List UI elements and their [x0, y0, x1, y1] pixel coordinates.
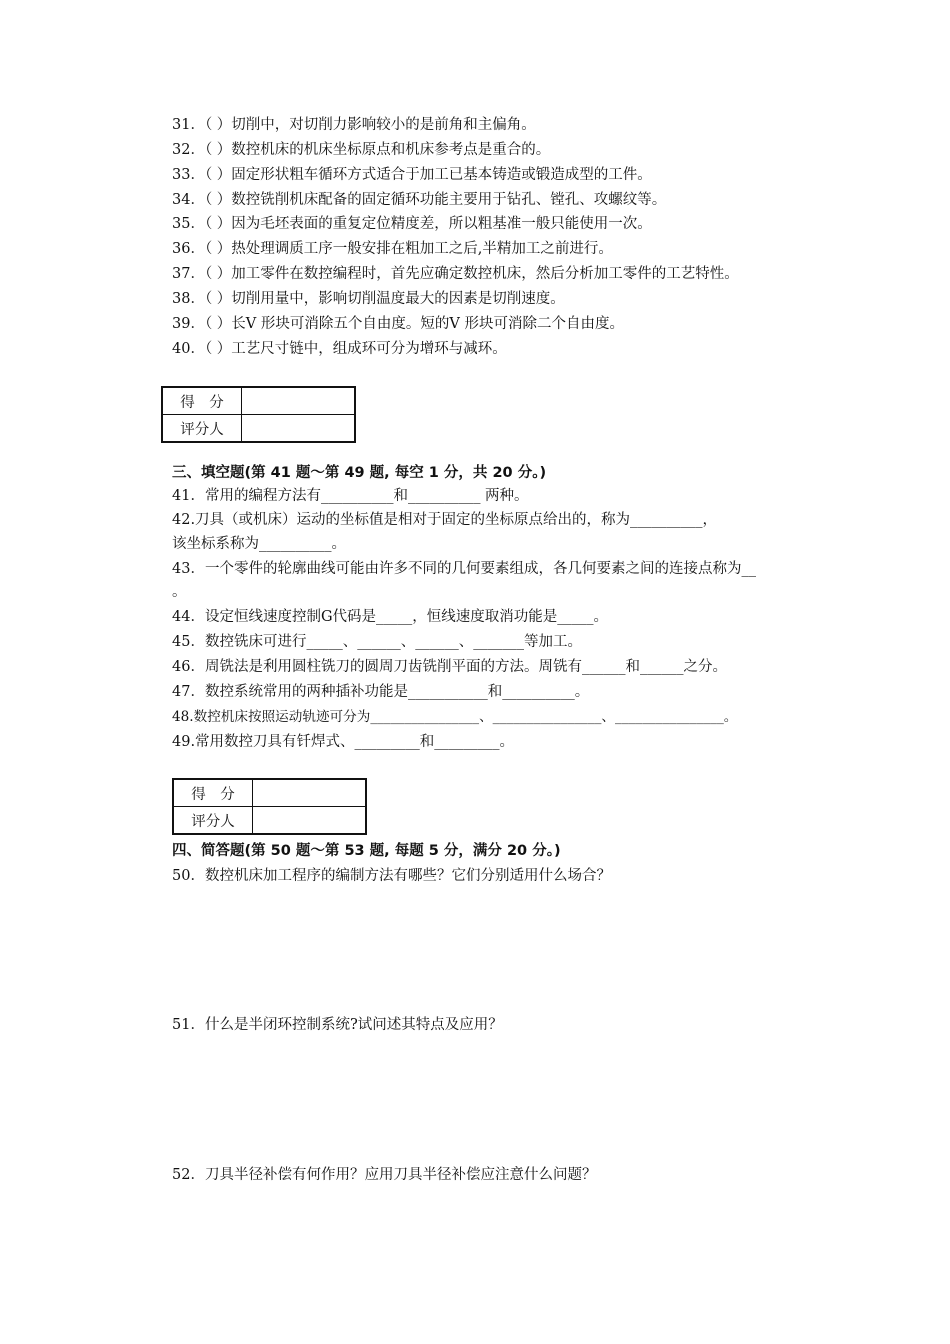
score-label: 得 分	[162, 387, 242, 415]
score-table-2	[172, 778, 367, 835]
fill-item-47: 47．数控系统常用的两种插补功能是___________和__________。	[172, 684, 590, 700]
question-52: 52．刀具半径补偿有何作用？应用刀具半径补偿应注意什么问题？	[172, 1167, 597, 1183]
fill-item-42: 42.刀具（或机床）运动的坐标值是相对于固定的坐标原点给出的，称为__________，	[172, 512, 718, 528]
tf-item-34: 34．（ ）数控铣削机床配备的固定循环功能主要用于钻孔、镗孔、攻螺纹等。	[172, 192, 667, 208]
fill-item-43: 43．一个零件的轮廓曲线可能由许多不同的几何要素组成，各几何要素之间的连接点称为__	[172, 561, 756, 577]
fill-item-44: 44．设定恒线速度控制G代码是_____，恒线速度取消功能是_____。	[172, 609, 609, 625]
fill-item-43-cont: 。	[172, 584, 187, 600]
section-4-title: 四、简答题(第 50 题～第 53 题, 每题 5 分，满分 20 分。)	[172, 843, 561, 859]
score-cell[interactable]	[242, 387, 356, 415]
tf-item-39: 39．（ ）长V 形块可消除五个自由度。短的V 形块可消除二个自由度。	[172, 316, 624, 332]
fill-item-46: 46．周铣法是利用圆柱铣刀的圆周刀齿铣削平面的方法。周铣有______和______之分。	[172, 659, 727, 675]
fill-item-42-cont: 该坐标系称为__________。	[172, 536, 346, 552]
grader-label: 评分人	[173, 807, 253, 835]
grader-cell[interactable]	[242, 415, 356, 443]
grader-cell[interactable]	[253, 807, 367, 835]
score-label: 得 分	[173, 779, 253, 807]
tf-item-36: 36．（ ）热处理调质工序一般安排在粗加工之后,半精加工之前进行。	[172, 241, 613, 257]
tf-item-33: 33．（ ）固定形状粗车循环方式适合于加工已基本铸造或锻造成型的工件。	[172, 167, 652, 183]
score-table-1	[161, 386, 356, 443]
fill-item-41: 41．常用的编程方法有__________和__________ 两种。	[172, 488, 529, 504]
section-3-title: 三、填空题(第 41 题～第 49 题, 每空 1 分，共 20 分。)	[172, 465, 547, 481]
score-cell[interactable]	[253, 779, 367, 807]
tf-item-37: 37．（ ）加工零件在数控编程时，首先应确定数控机床，然后分析加工零件的工艺特性。	[172, 266, 739, 282]
tf-item-31: 31．（ ）切削中，对切削力影响较小的是前角和主偏角。	[172, 117, 536, 133]
fill-item-48: 48.数控机床按照运动轨迹可分为________________、________________、________________。	[172, 709, 738, 725]
tf-item-35: 35．（ ）因为毛坯表面的重复定位精度差，所以粗基准一般只能使用一次。	[172, 216, 652, 232]
grader-label: 评分人	[162, 415, 242, 443]
tf-item-32: 32．（ ）数控机床的机床坐标原点和机床参考点是重合的。	[172, 142, 551, 158]
tf-item-40: 40．（ ）工艺尺寸链中，组成环可分为增环与减环。	[172, 341, 507, 357]
fill-item-45: 45．数控铣床可进行_____、______、______、_______等加工。	[172, 634, 582, 650]
question-50: 50．数控机床加工程序的编制方法有哪些？它们分别适用什么场合？	[172, 868, 611, 884]
tf-item-38: 38．（ ）切削用量中，影响切削温度最大的因素是切削速度。	[172, 291, 565, 307]
question-51: 51．什么是半闭环控制系统?试问述其特点及应用？	[172, 1017, 503, 1033]
fill-item-49: 49.常用数控刀具有钎焊式、_________和_________。	[172, 734, 515, 750]
